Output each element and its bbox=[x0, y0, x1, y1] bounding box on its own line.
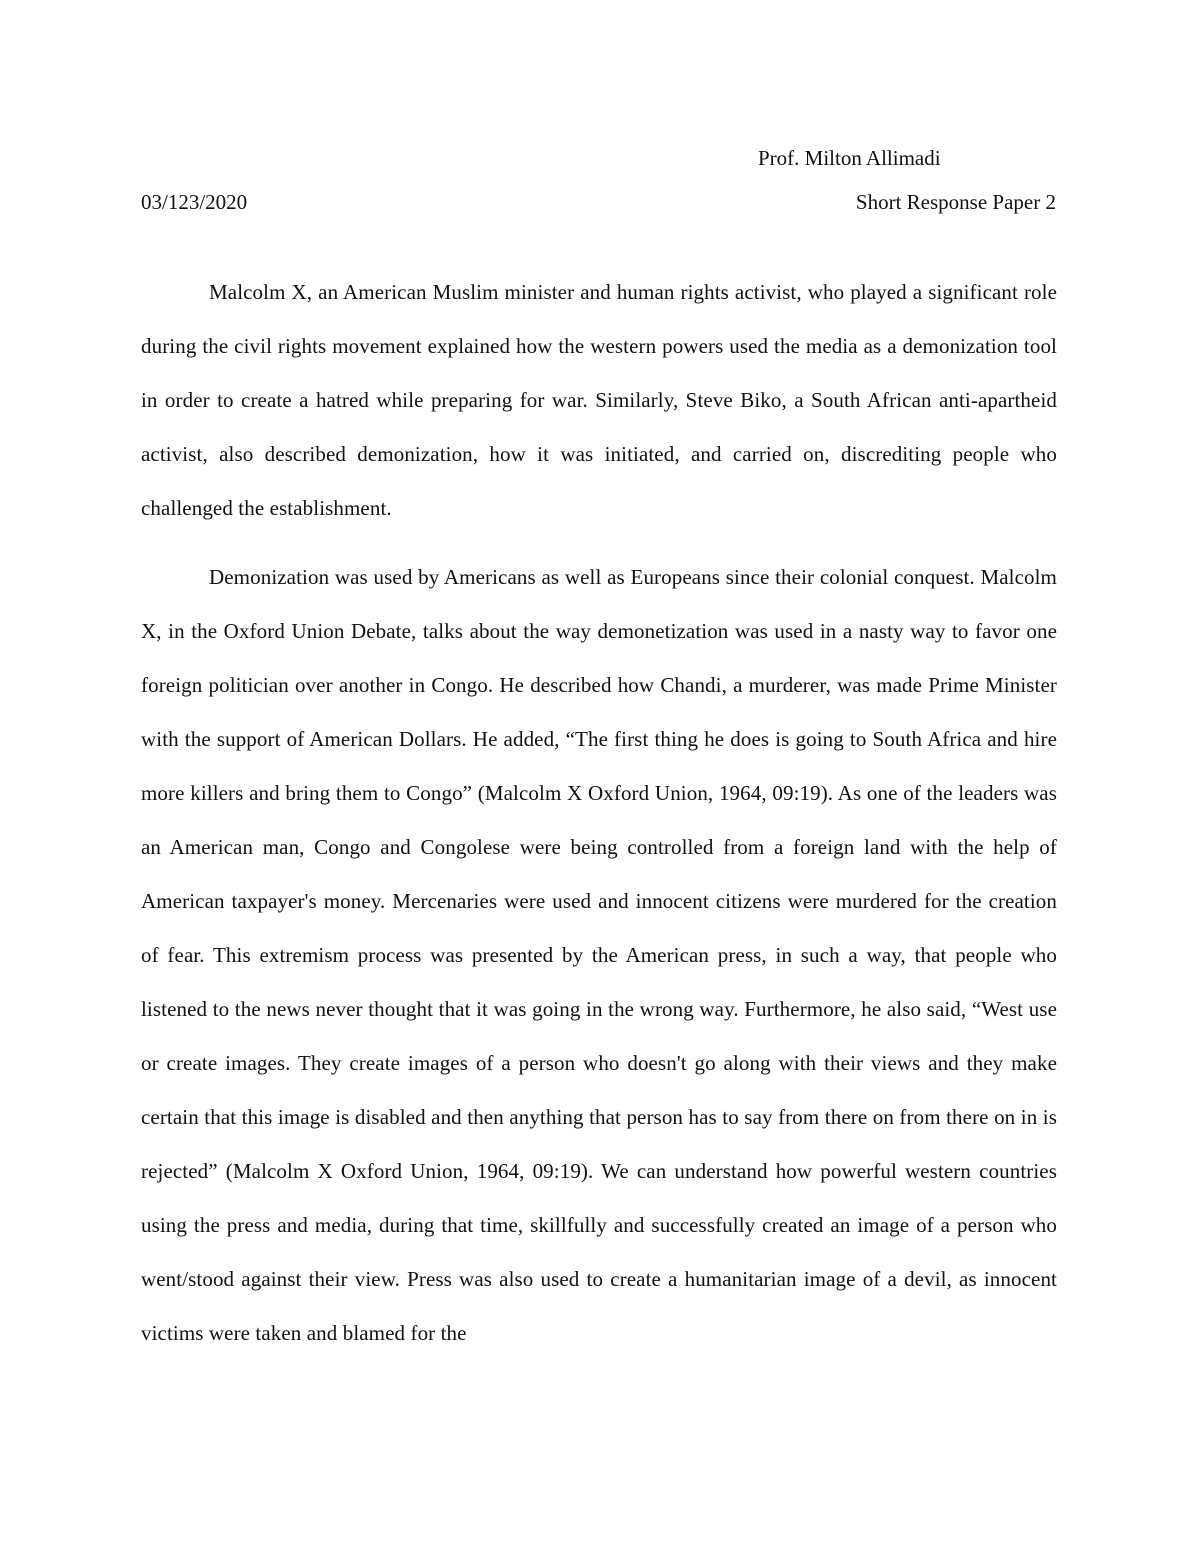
paper-date: 03/123/2020 bbox=[141, 190, 248, 214]
paragraph-text: Malcolm X, an American Muslim minister and human rights activist, who played a significant role during the civil rights movement explained how the western powers used the media as a demonization tool in order to create a hatred while preparing for war. Similarly, Steve Biko, a South African anti-apartheid activist, also described demonization, how it was initiated, and carried on, discrediting people who challenged the establishment. bbox=[141, 280, 1057, 520]
body-paragraph-2 bbox=[141, 550, 1057, 1360]
professor-name: Prof. Milton Allimadi bbox=[758, 146, 941, 170]
paper-title: Short Response Paper 2 bbox=[855, 190, 1056, 214]
paragraph-text: Demonization was used by Americans as well as Europeans since their colonial conquest. Malcolm X, in the Oxford Union Debate, talks about the way demonetization was used in a nasty way to favor one foreign politician over another in Congo. He described how Chandi, a murderer, was made Prime Minister with the support of American Dollars. He added, “The first thing he does is going to South Africa and hire more killers and bring them to Congo” (Malcolm X Oxford Union, 1964, 09:19). As one of the leaders was an American man, Congo and Congolese were being controlled from a foreign land with the help of American taxpayer's money. Mercenaries were used and innocent citizens were murdered for the creation of fear. This extremism process was presented by the American press, in such a way, that people who listened to the news never thought that it was going in the wrong way. Furthermore, he also said, “West use or create images. They create images of a person who doesn't go along with their views and they make certain that this image is disabled and then anything that person has to say from there on from there on in is rejected” (Malcolm X Oxford Union, 1964, 09:19). We can understand how powerful western countries using the press and media, during that time, skillfully and successfully created an image of a person who went/stood against their view. Press was also used to create a humanitarian image of a devil, as innocent victims were taken and blamed for the bbox=[141, 565, 1057, 1345]
body-paragraph-1 bbox=[141, 265, 1057, 535]
